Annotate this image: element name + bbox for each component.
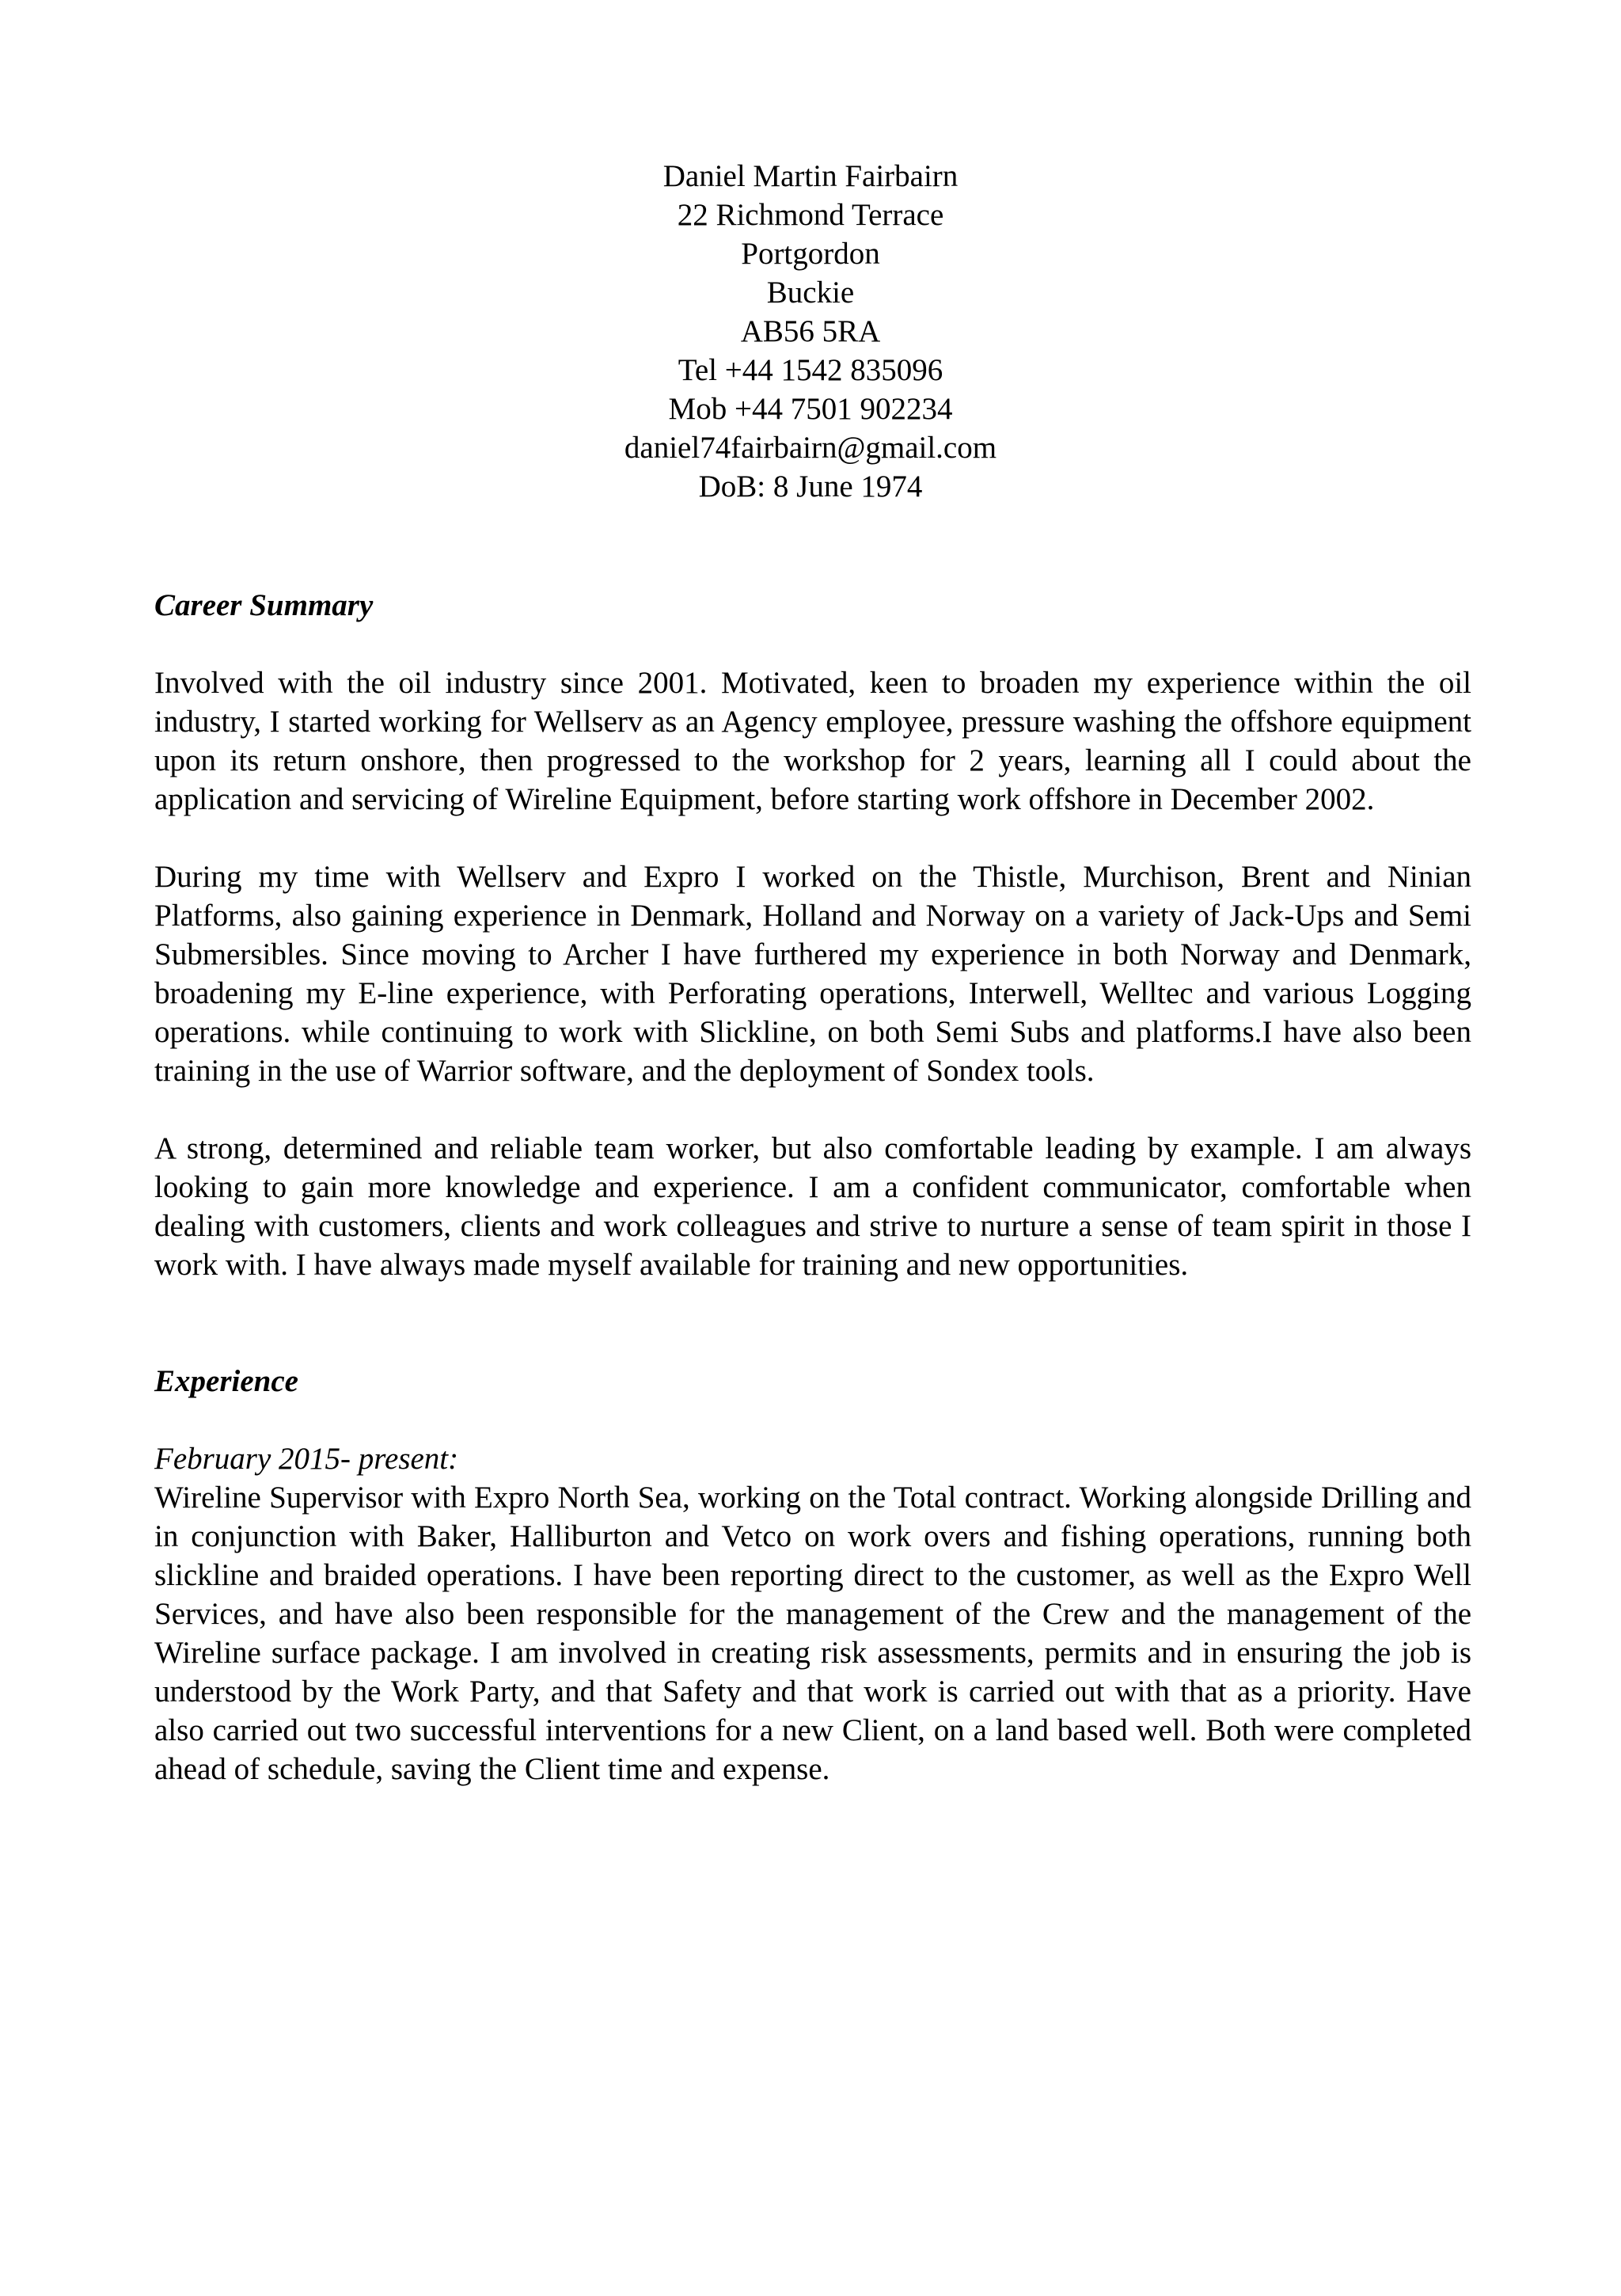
contact-email: daniel74fairbairn@gmail.com	[624, 431, 997, 465]
experience-entry-description: Wireline Supervisor with Expro North Sea, working on the Total contract. Working alongside Drilling and in conjunction with Baker, Halliburton and Vetco on work overs and fishing operations, running both slickline and braided operations. I have been reporting direct to the customer, as well as the Expro Well Services, and have also been responsible for the management of the Crew and the management of the Wireline surface package. I am involved in creating risk assessments, permits and in ensuring the job is understood by the Work Party, and that Safety and that work is carried out with that as a priority. Have also carried out two successful interventions for a new Client, on a land based well. Both were completed ahead of schedule, saving the Client time and expense.	[154, 1481, 1471, 1786]
contact-address-line2: Portgordon	[741, 237, 880, 271]
experience-entry-period: February 2015- present:	[154, 1442, 459, 1476]
career-summary-paragraph-3: A strong, determined and reliable team worker, but also comfortable leading by example. I am always looking to gain more knowledge and experience. I am a confident communicator, comfortable when dealing with customers, clients and work colleagues and strive to nurture a sense of team spirit in those I work with. I have always made myself available for training and new opportunities.	[154, 1131, 1471, 1282]
contact-address-line1: 22 Richmond Terrace	[677, 198, 944, 232]
contact-date-of-birth: DoB: 8 June 1974	[698, 469, 923, 504]
career-summary-paragraph-2: During my time with Wellserv and Expro I worked on the Thistle, Murchison, Brent and Ninian Platforms, also gaining experience in Denmark, Holland and Norway on a variety of Jack-Ups and Semi Submersibles. Since moving to Archer I have furthered my experience in both Norway and Denmark, broadening my E-line experience, with Perforating operations, Interwell, Welltec and various Logging operations. while continuing to work with Slickline, on both Semi Subs and platforms.I have also been training in the use of Warrior software, and the deployment of Sondex tools.	[154, 860, 1471, 1088]
career-summary-paragraph-1: Involved with the oil industry since 2001. Motivated, keen to broaden my experience within the oil industry, I started working for Wellserv as an Agency employee, pressure washing the offshore equipment upon its return onshore, then progressed to the workshop for 2 years, learning all I could about the application and servicing of Wireline Equipment, before starting work offshore in December 2002.	[154, 666, 1471, 816]
resume-body	[154, 586, 1471, 1789]
career-summary-heading: Career Summary	[154, 588, 374, 622]
contact-postcode: AB56 5RA	[740, 314, 881, 348]
contact-address-line3: Buckie	[766, 276, 855, 310]
contact-mobile: Mob +44 7501 902234	[668, 392, 953, 426]
contact-block	[0, 157, 1621, 506]
experience-heading: Experience	[154, 1364, 298, 1398]
contact-telephone: Tel +44 1542 835096	[678, 353, 943, 387]
contact-name: Daniel Martin Fairbairn	[662, 159, 959, 193]
